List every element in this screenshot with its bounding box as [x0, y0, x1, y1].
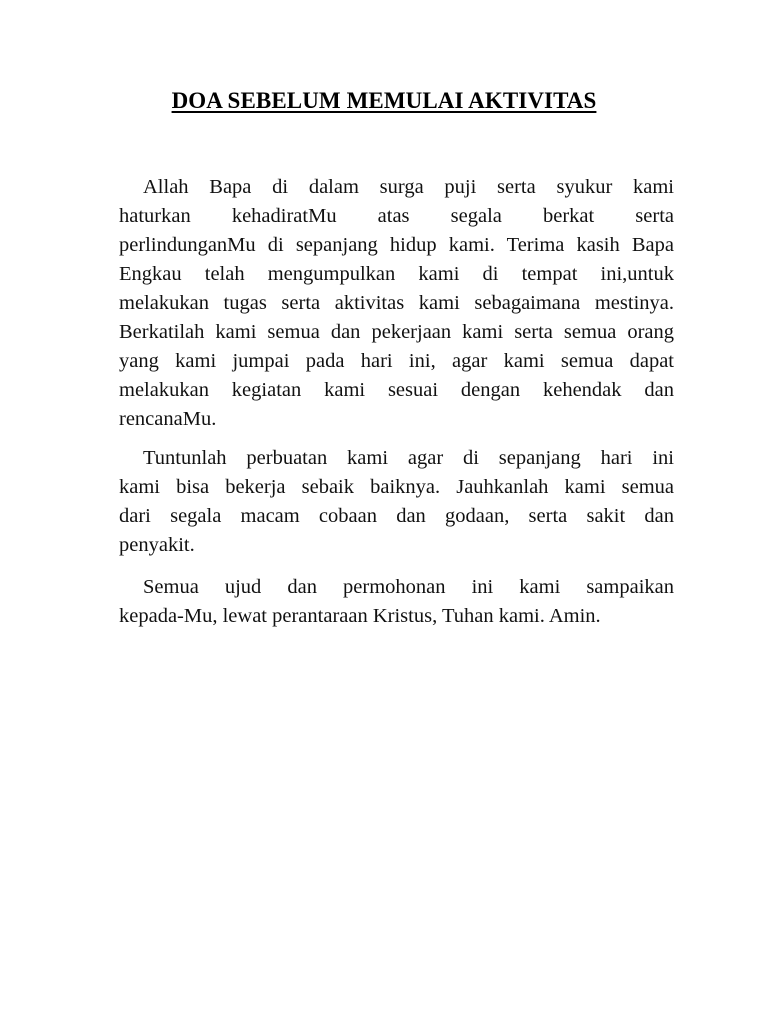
paragraph-line: Engkau telah mengumpulkan kami di tempat ini,untuk	[119, 263, 674, 285]
paragraph-line: haturkan kehadiratMu atas segala berkat serta	[119, 205, 674, 227]
paragraph-line: melakukan tugas serta aktivitas kami sebagaimana mestinya.	[119, 292, 674, 314]
paragraph-line: Berkatilah kami semua dan pekerjaan kami serta semua orang	[119, 321, 674, 343]
paragraph-line: rencanaMu.	[119, 408, 217, 430]
paragraph-line: Tuntunlah perbuatan kami agar di sepanjang hari ini	[143, 447, 674, 469]
paragraph-opening-prayer	[119, 173, 674, 434]
paragraph-line: perlindunganMu di sepanjang hidup kami. Terima kasih Bapa	[119, 234, 674, 256]
paragraph-line: dari segala macam cobaan dan godaan, serta sakit dan	[119, 505, 674, 527]
paragraph-line: melakukan kegiatan kami sesuai dengan kehendak dan	[119, 379, 674, 401]
paragraph-line: Allah Bapa di dalam surga puji serta syukur kami	[143, 176, 674, 198]
paragraph-line: penyakit.	[119, 534, 195, 556]
paragraph-closing-prayer	[119, 573, 674, 631]
paragraph-line: yang kami jumpai pada hari ini, agar kami semua dapat	[119, 350, 674, 372]
paragraph-line: Semua ujud dan permohonan ini kami sampaikan	[143, 576, 674, 598]
paragraph-line: kepada-Mu, lewat perantaraan Kristus, Tuhan kami. Amin.	[119, 605, 601, 627]
paragraph-line: kami bisa bekerja sebaik baiknya. Jauhkanlah kami semua	[119, 476, 674, 498]
paragraph-guidance-prayer	[119, 444, 674, 560]
document-title: DOA SEBELUM MEMULAI AKTIVITAS	[171, 88, 597, 113]
